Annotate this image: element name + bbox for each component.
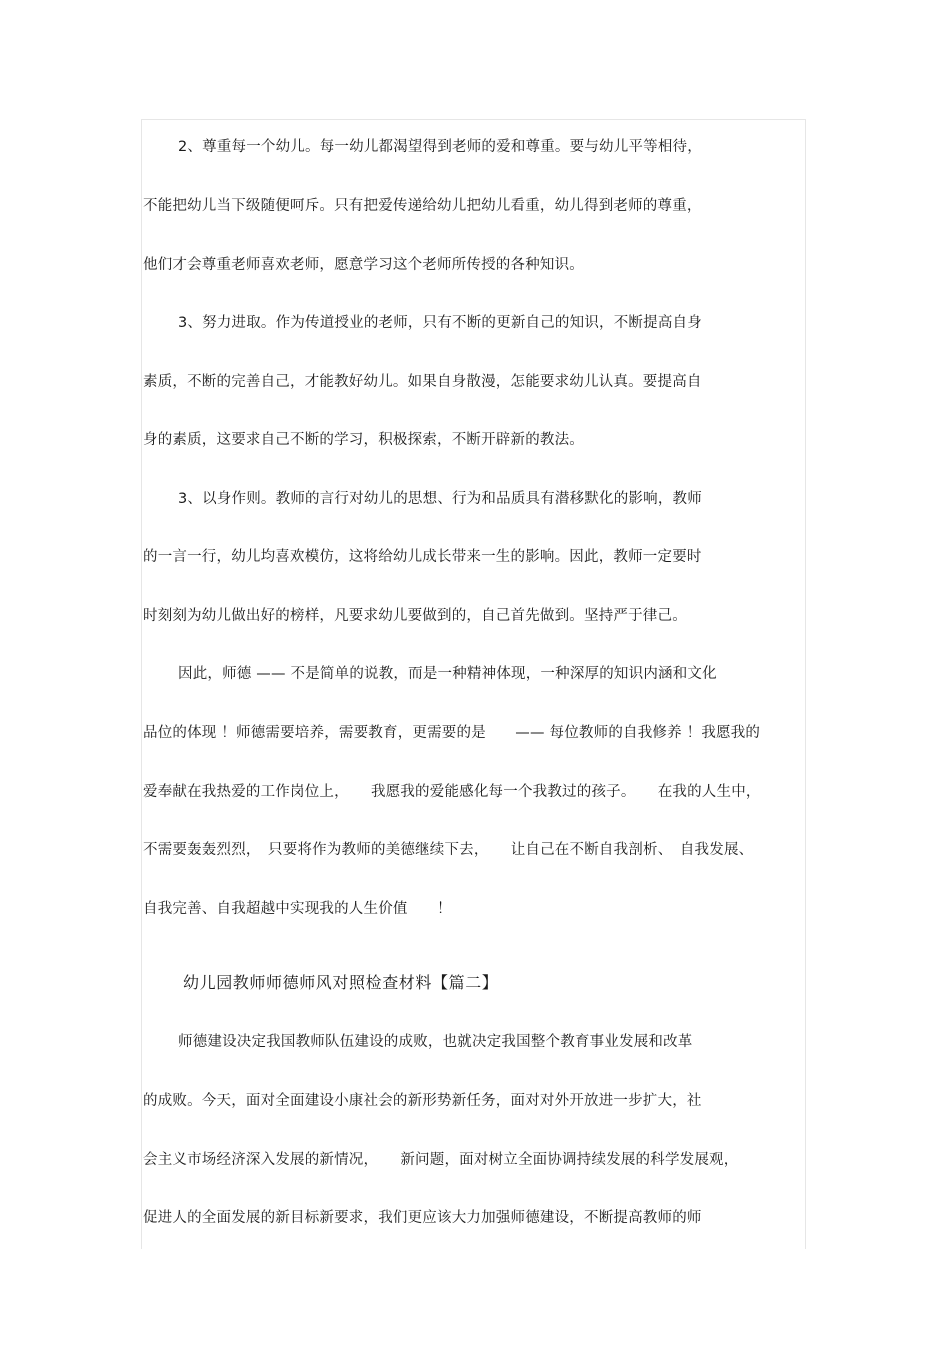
paragraph-conclusion-line-5: 自我完善、自我超越中实现我的人生价值 ！ bbox=[143, 901, 452, 917]
page-frame bbox=[141, 119, 806, 1249]
paragraph-ethics-line-4: 促进人的全面发展的新目标新要求，我们更应该大力加强师德建设，不断提高教师的师 bbox=[143, 1210, 702, 1226]
paragraph-ethics-line-3: 会主义市场经济深入发展的新情况， 新问题，面对树立全面协调持续发展的科学发展观， bbox=[143, 1152, 739, 1168]
paragraph-example-line-1: 3、以身作则。教师的言行对幼儿的思想、行为和品质具有潜移默化的影响，教师 bbox=[178, 491, 702, 507]
paragraph-example-line-3: 时刻刻为幼儿做出好的榜样，凡要求幼儿要做到的，自己首先做到。坚持严于律己。 bbox=[143, 608, 687, 624]
paragraph-ethics-line-2: 的成败。今天，面对全面建设小康社会的新形势新任务，面对对外开放进一步扩大，社 bbox=[143, 1093, 702, 1109]
section-heading: 幼儿园教师师德师风对照检查材料【篇二】 bbox=[183, 973, 499, 992]
paragraph-example-line-2: 的一言一行，幼儿均喜欢模仿，这将给幼儿成长带来一生的影响。因此，教师一定要时 bbox=[143, 549, 702, 565]
paragraph-respect-line-1: 2、尊重每一个幼儿。每一幼儿都渴望得到老师的爱和尊重。要与幼儿平等相待， bbox=[178, 139, 702, 155]
paragraph-progress-line-3: 身的素质，这要求自己不断的学习，积极探索，不断开辟新的教法。 bbox=[143, 432, 584, 448]
paragraph-ethics-line-1: 师德建设决定我国教师队伍建设的成败，也就决定我国整个教育事业发展和改革 bbox=[178, 1034, 693, 1050]
paragraph-conclusion-line-3: 爱奉献在我热爱的工作岗位上， 我愿我的爱能感化每一个我教过的孩子。 在我的人生中， bbox=[143, 784, 761, 800]
paragraph-progress-line-2: 素质，不断的完善自己，才能教好幼儿。如果自身散漫，怎能要求幼儿认真。要提高自 bbox=[143, 374, 702, 390]
paragraph-respect-line-2: 不能把幼儿当下级随便呵斥。只有把爱传递给幼儿把幼儿看重，幼儿得到老师的尊重， bbox=[143, 198, 702, 214]
paragraph-progress-line-1: 3、努力进取。作为传道授业的老师，只有不断的更新自己的知识，不断提高自身 bbox=[178, 315, 702, 331]
paragraph-conclusion-line-2: 品位的体现 ！师德需要培养，需要教育，更需要的是 —— 每位教师的自我修养 ！我愿我的 bbox=[143, 725, 761, 741]
paragraph-conclusion-line-4: 不需要轰轰烈烈， 只要将作为教师的美德继续下去， 让自己在不断自我剖析、 自我发展、 bbox=[143, 842, 754, 858]
paragraph-conclusion-line-1: 因此，师德 —— 不是简单的说教，而是一种精神体现，一种深厚的知识内涵和文化 bbox=[178, 666, 717, 682]
paragraph-respect-line-3: 他们才会尊重老师喜欢老师，愿意学习这个老师所传授的各种知识。 bbox=[143, 257, 584, 273]
